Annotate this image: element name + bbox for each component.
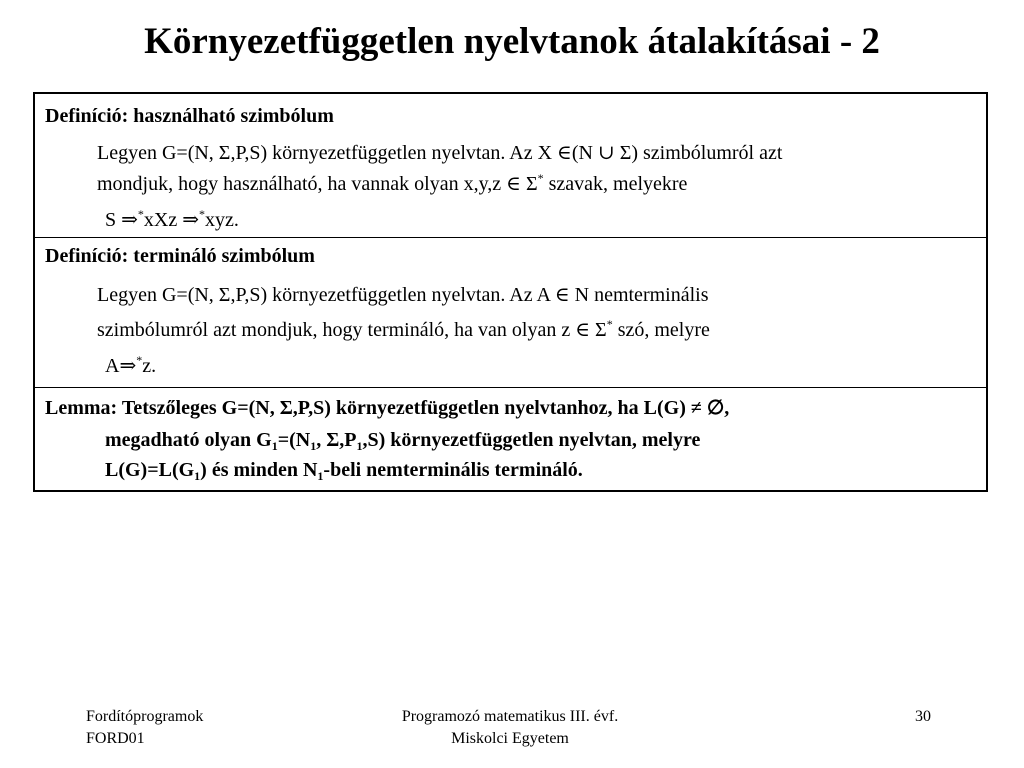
superscript: *	[537, 171, 544, 185]
text-fragment: A⇒	[105, 355, 137, 377]
footer-institution	[360, 706, 660, 750]
definition-heading: Definíció: használható szimbólum	[45, 105, 334, 127]
lemma-text-line	[105, 458, 583, 482]
definition-text-line	[97, 318, 710, 342]
text-fragment: =(N	[277, 429, 311, 451]
subscript: 1	[317, 469, 324, 483]
superscript: *	[137, 207, 144, 221]
slide-title: Környezetfüggetlen nyelvtanok átalakításai - 2	[144, 21, 880, 62]
text-fragment: -beli nemterminális termináló.	[323, 459, 583, 481]
page-number: 30	[915, 708, 931, 725]
subscript: 1	[194, 469, 201, 483]
text-fragment: , Σ,P	[316, 429, 357, 451]
footer-program: Programozó matematikus III. évf.	[401, 708, 619, 725]
text-fragment: ) és minden N	[200, 459, 318, 481]
subscript: 1	[310, 439, 317, 453]
definition-text-line: Legyen G=(N, Σ,P,S) környezetfüggetlen nyelvtan. Az A ∈ N nemterminális	[97, 284, 709, 306]
text-fragment: ∈(N ∪ Σ) szimbólumról azt	[557, 142, 783, 164]
text-fragment: szó, melyre	[612, 319, 710, 341]
text-fragment: xyz.	[204, 209, 239, 231]
text-fragment: ,S) környezetfüggetlen nyelvtan, melyre	[362, 429, 701, 451]
superscript: *	[606, 317, 613, 331]
lemma-text-line	[105, 428, 700, 452]
content-box	[33, 92, 988, 492]
text-fragment: Legyen G=(N, Σ,P,S) környezetfüggetlen nyelvtan. Az X	[97, 142, 558, 164]
text-fragment: mondjuk, hogy használható, ha vannak olyan x,y,z ∈ Σ	[97, 173, 538, 195]
definition-heading: Definíció: termináló szimbólum	[45, 245, 315, 267]
footer-university: Miskolci Egyetem	[451, 730, 569, 747]
footer-course-code: FORD01	[86, 730, 145, 747]
definition-terminating-symbol	[35, 238, 986, 388]
subscript: 1	[356, 439, 363, 453]
text-fragment: szavak, melyekre	[543, 173, 688, 195]
text-fragment: S ⇒	[105, 209, 138, 231]
definition-formula-line	[105, 208, 239, 232]
lemma	[35, 388, 986, 490]
definition-text-line	[97, 141, 782, 165]
text-fragment: L(G)=L(G	[105, 459, 195, 481]
definition-text-line	[97, 172, 687, 196]
text-fragment: megadható olyan G	[105, 429, 272, 451]
definition-usable-symbol	[35, 94, 986, 238]
text-fragment: szimbólumról azt mondjuk, hogy termináló, ha van olyan z ∈ Σ	[97, 319, 607, 341]
superscript: *	[198, 207, 205, 221]
lemma-text-line: Lemma: Tetszőleges G=(N, Σ,P,S) környezetfüggetlen nyelvtanhoz, ha L(G) ≠ ∅,	[45, 397, 730, 419]
superscript: *	[136, 353, 143, 367]
footer-course	[86, 706, 203, 750]
footer-course-name: Fordítóprogramok	[86, 708, 204, 725]
subscript: 1	[271, 439, 278, 453]
text-fragment: xXz ⇒	[143, 209, 199, 231]
text-fragment: z.	[142, 355, 157, 377]
definition-formula-line	[105, 354, 156, 378]
